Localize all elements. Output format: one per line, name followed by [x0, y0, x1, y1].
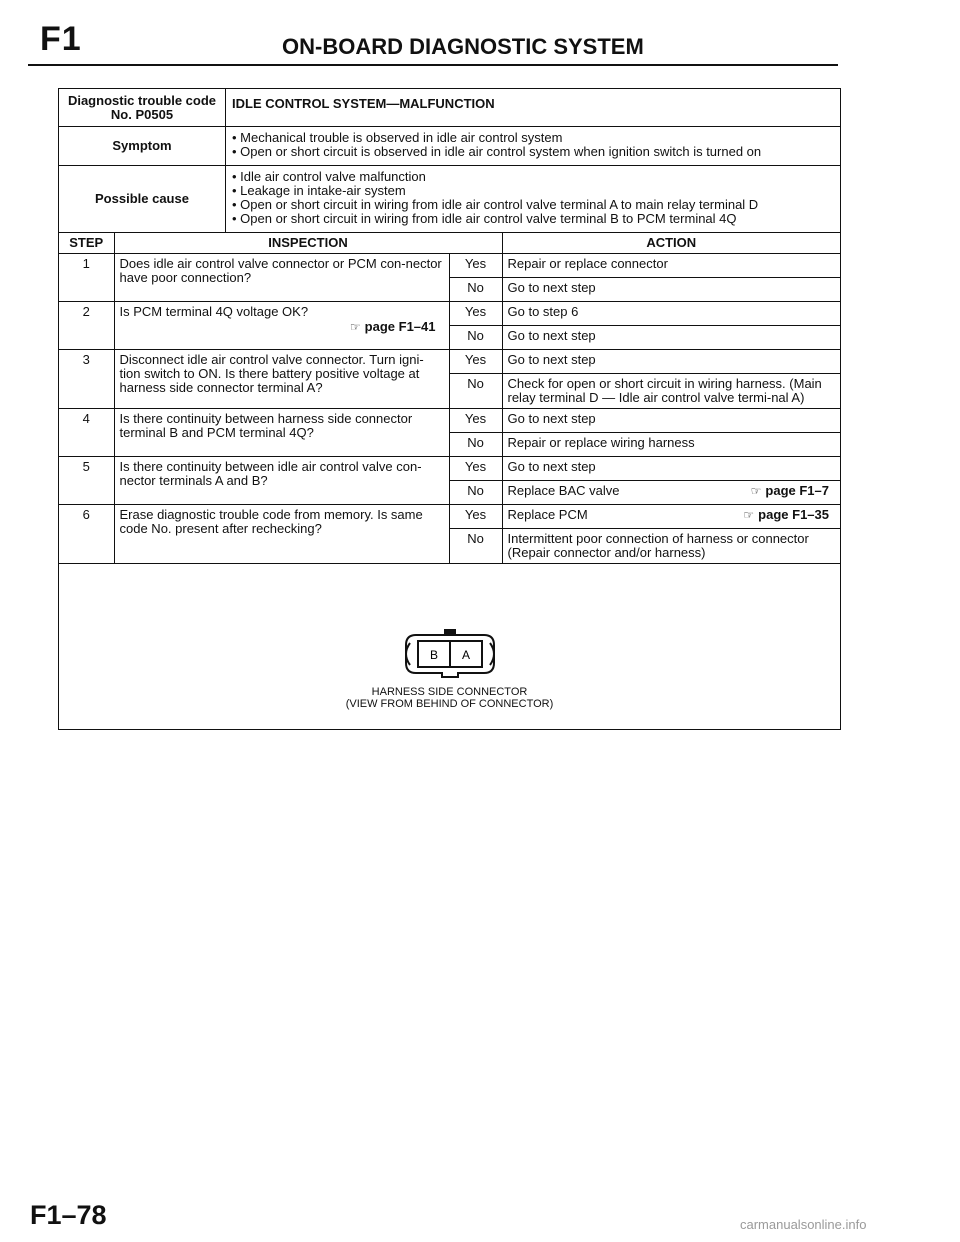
no-label: No	[449, 481, 502, 505]
inspection-table	[59, 233, 840, 564]
page-reference	[120, 320, 444, 334]
page-number: F1–78	[30, 1200, 107, 1230]
no-label: No	[449, 326, 502, 350]
yes-label: Yes	[449, 302, 502, 326]
no-action: Go to next step	[502, 326, 840, 350]
symptom-label: Symptom	[59, 127, 226, 165]
terminal-b-label: B	[429, 648, 438, 662]
cause-label: Possible cause	[59, 166, 226, 232]
cause-item: • Open or short circuit in wiring from idle air control valve terminal B to PCM terminal 4Q	[232, 212, 834, 226]
yes-label: Yes	[449, 457, 502, 481]
inspection-text: Erase diagnostic trouble code from memory. Is same code No. present after rechecking?	[114, 505, 449, 564]
inspection-text: Does idle air control valve connector or PCM con-nector have poor connection?	[114, 254, 449, 302]
no-action: Replace BAC valve	[507, 483, 620, 498]
pointing-hand-icon: ☞	[349, 320, 361, 334]
cause-row	[59, 166, 840, 233]
connector-diagram	[394, 627, 506, 683]
table-row	[59, 350, 840, 374]
table-header	[59, 233, 840, 254]
header-rule	[28, 64, 838, 66]
terminal-a-label: A	[461, 648, 470, 662]
table-row	[59, 409, 840, 433]
symptom-item: • Mechanical trouble is observed in idle air control system	[232, 131, 834, 145]
no-label: No	[449, 278, 502, 302]
page-reference	[751, 484, 835, 498]
figure-caption-line1: HARNESS SIDE CONNECTOR	[371, 686, 528, 698]
pointing-hand-icon: ☞	[743, 508, 755, 522]
yes-action: Go to next step	[502, 457, 840, 481]
dtc-label: Diagnostic trouble code No. P0505	[59, 89, 226, 126]
no-label: No	[449, 374, 502, 409]
connector-latch	[444, 629, 456, 634]
inspection-text: Is there continuity between idle air control valve con-nector terminals A and B?	[114, 457, 449, 505]
step-number: 1	[59, 254, 114, 302]
yes-label: Yes	[449, 505, 502, 529]
page-reference-text: page F1–35	[758, 507, 829, 522]
page-reference	[743, 508, 835, 522]
cause-list-cell	[226, 166, 840, 232]
section-code: F1	[40, 20, 82, 58]
yes-action: Go to step 6	[502, 302, 840, 326]
no-action: Intermittent poor connection of harness or connector (Repair connector and/or harness)	[502, 529, 840, 564]
symptom-list-cell	[226, 127, 840, 165]
inspection-text: Disconnect idle air control valve connector. Turn igni-tion switch to ON. Is there battery positive voltage at harness side connector terminal A?	[114, 350, 449, 409]
inspection-text: Is there continuity between harness side connector terminal B and PCM terminal 4Q?	[114, 409, 449, 457]
yes-label: Yes	[449, 409, 502, 433]
col-step: STEP	[59, 233, 114, 254]
no-action-cell	[502, 481, 840, 505]
watermark: carmanualsonline.info	[740, 1217, 867, 1232]
cause-item: • Open or short circuit in wiring from idle air control valve terminal A to main relay terminal D	[232, 198, 834, 212]
table-row	[59, 505, 840, 529]
step-number: 6	[59, 505, 114, 564]
no-action: Check for open or short circuit in wiring harness. (Main relay terminal D — Idle air control valve termi-nal A)	[502, 374, 840, 409]
page-title: ON-BOARD DIAGNOSTIC SYSTEM	[282, 34, 644, 59]
yes-action: Repair or replace connector	[502, 254, 840, 278]
yes-action: Go to next step	[502, 350, 840, 374]
step-number: 4	[59, 409, 114, 457]
yes-action-cell	[502, 505, 840, 529]
page-reference-text: page F1–41	[364, 319, 436, 334]
step-number: 5	[59, 457, 114, 505]
cause-item: • Leakage in intake-air system	[232, 184, 834, 198]
symptom-list	[232, 131, 834, 159]
connector-figure	[59, 597, 840, 729]
table-row	[59, 302, 840, 326]
page-reference-text: page F1–7	[765, 483, 829, 498]
no-action: Repair or replace wiring harness	[502, 433, 840, 457]
cause-list	[232, 170, 834, 226]
yes-label: Yes	[449, 254, 502, 278]
col-action: ACTION	[502, 233, 840, 254]
dtc-value: IDLE CONTROL SYSTEM—MALFUNCTION	[232, 96, 495, 111]
dtc-row	[59, 89, 840, 127]
yes-action: Replace PCM	[507, 507, 588, 522]
symptom-row	[59, 127, 840, 166]
inspection-text: Is PCM terminal 4Q voltage OK?	[119, 304, 309, 319]
diagnostic-box	[58, 88, 841, 730]
cause-item: • Idle air control valve malfunction	[232, 170, 834, 184]
table-row	[59, 457, 840, 481]
yes-action: Go to next step	[502, 409, 840, 433]
table-row	[59, 254, 840, 278]
col-inspection: INSPECTION	[114, 233, 502, 254]
no-label: No	[449, 529, 502, 564]
figure-caption-line2: (VIEW FROM BEHIND OF CONNECTOR)	[345, 698, 554, 710]
pointing-hand-icon: ☞	[750, 484, 762, 498]
inspection-cell	[114, 302, 449, 350]
no-label: No	[449, 433, 502, 457]
step-number: 3	[59, 350, 114, 409]
step-number: 2	[59, 302, 114, 350]
no-action: Go to next step	[502, 278, 840, 302]
symptom-item: • Open or short circuit is observed in idle air control system when ignition switch is turned on	[232, 145, 834, 159]
yes-label: Yes	[449, 350, 502, 374]
